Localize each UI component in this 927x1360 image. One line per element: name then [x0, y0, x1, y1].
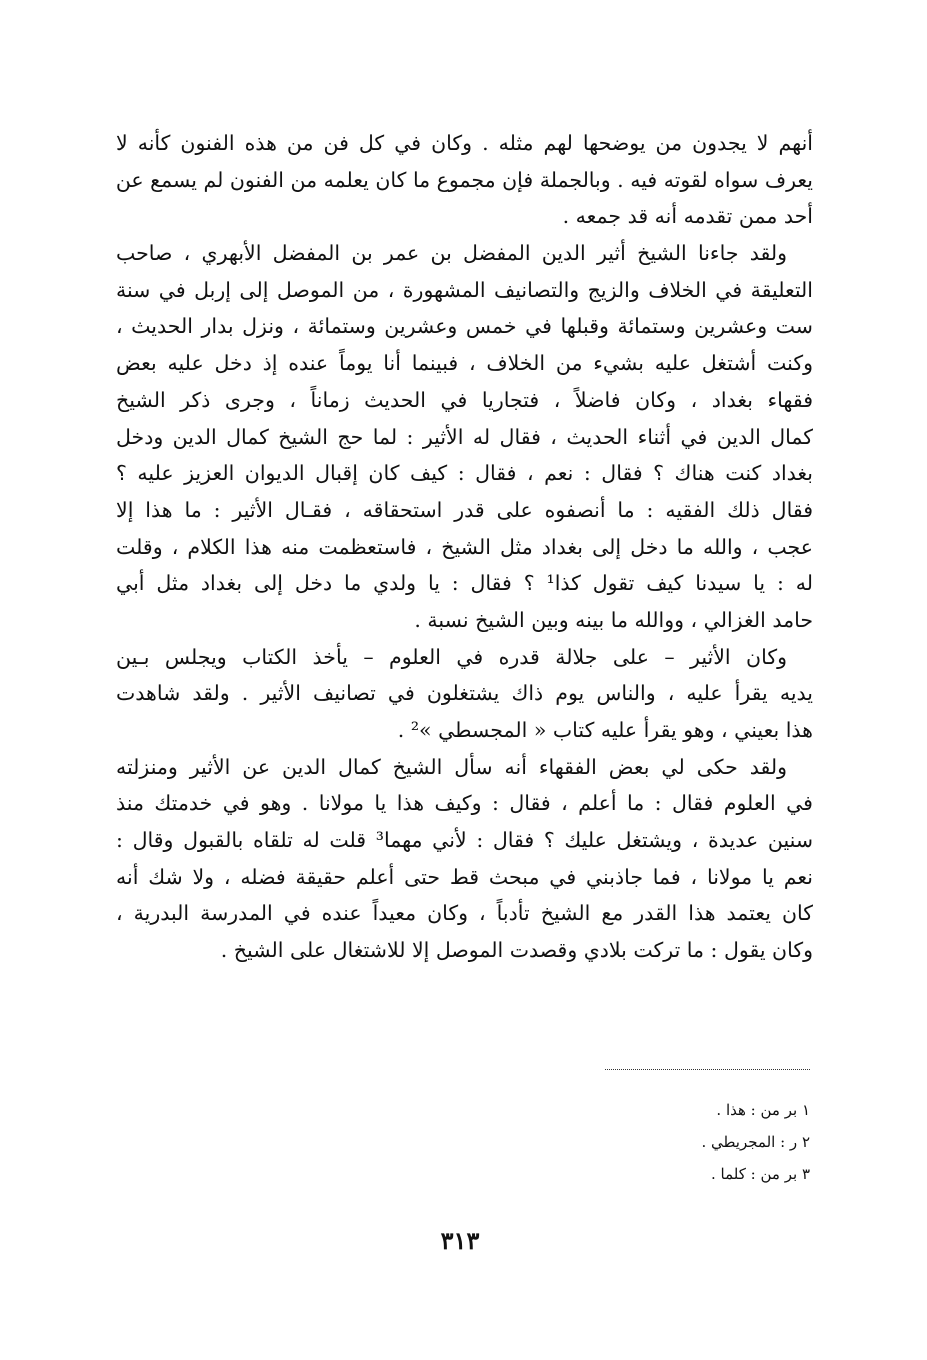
footnote-1: ١ بر من : هذا .	[716, 1101, 810, 1119]
text-line: بغداد كنت هناك ؟ فقال : نعم ، فقال : كيف كان إقبال الديوان العزيز عليه ؟	[116, 461, 813, 486]
page-number: ٣١٣	[440, 1226, 480, 1255]
text-line: التعليقة في الخلاف والزيج والتصانيف المشهورة ، من الموصل إلى إربل في سنة	[116, 277, 813, 302]
footnotes	[560, 1094, 810, 1190]
paragraph-end-line: أحد ممن تقدمه أنه قد جمعه .	[562, 204, 813, 229]
text-line: كان يعتمد هذا القدر مع الشيخ تأدباً ، وكان معيداً عنده في المدرسة البدرية ،	[116, 901, 813, 926]
text-line: يديه يقرأ عليه ، والناس يوم ذاك يشتغلون في تصانيف الأثير . ولقد شاهدت	[116, 681, 813, 706]
footnote-divider	[605, 1069, 810, 1070]
text-line: وكنت أشتغل عليه بشيء من الخلاف ، فبينما أنا يوماً عنده إذ دخل عليه بعض	[116, 351, 813, 376]
text-line: عجب ، والله ما دخل إلى بغداد مثل الشيخ ، فاستعظمت منه هذا الكلام ، وقلت	[116, 534, 813, 559]
text-line: في العلوم فقال : ما أعلم ، فقال : وكيف هذا يا مولانا . وهو في خدمتك منذ	[116, 791, 813, 816]
footnote-2: ٢ ر : المجريطي .	[701, 1133, 810, 1151]
text-line: أنهم لا يجدون من يوضحها لهم مثله . وكان في كل فن من هذه الفنون كأنه لا	[116, 131, 813, 155]
text-line: فقهاء بغداد ، وكان فاضلاً ، فتجاريا في الحديث زماناً ، وجرى ذكر الشيخ	[116, 387, 813, 412]
text-line: نعم يا مولانا ، فما جاذبني في مبحث قط حتى أعلم حقيقة فضله ، ولا شك أنه	[116, 864, 813, 889]
text-line: كمال الدين في أثناء الحديث ، فقال له الأثير : لما حج الشيخ كمال الدين ودخل	[116, 424, 813, 449]
paragraph-end-line: حامد الغزالي ، ووالله ما بينه وبين الشيخ نسبة .	[414, 607, 813, 632]
paragraph-start-line: ولقد جاءنا الشيخ أثير الدين المفضل بن عمر بن المفضل الأبهري ، صاحب	[116, 241, 787, 266]
paragraph-start-line: ولقد حكى لي بعض الفقهاء أنه سأل الشيخ كمال الدين عن الأثير ومنزلته	[116, 754, 787, 779]
text-line: سنين عديدة ، ويشتغل عليك ؟ فقال : لأني مهما³ قلت له تلقاه بالقبول وقال :	[116, 828, 813, 853]
text-line: له : يا سيدنا كيف تقول كذا¹ ؟ فقال : يا ولدي ما دخل إلى بغداد مثل أبي	[116, 571, 813, 596]
footnote-3: ٣ بر من : كلما .	[711, 1165, 810, 1183]
paragraph-end-line: وكان يقول : ما تركت بلادي وقصدت الموصل إلا للاشتغال على الشيخ .	[220, 938, 813, 963]
text-line: يعرف سواه لقوته فيه . وبالجملة فإن مجموع ما كان يعلمه من الفنون لم يسمع عن	[116, 167, 813, 192]
paragraph-end-line: هذا بعيني ، وهو يقرأ عليه كتاب « المجسطي »² .	[397, 718, 813, 742]
text-line: ست وعشرين وستمائة وقبلها في خمس وعشرين وستمائة ، ونزل بدار الحديث ،	[116, 314, 813, 339]
paragraph-start-line: وكان الأثير – على جلالة قدره في العلوم – يأخذ الكتاب ويجلس بـين	[116, 644, 787, 669]
text-line: فقال ذلك الفقيه : ما أنصفوه على قدر استحقاقه ، فقـال الأثير : ما هذا إلا	[116, 497, 813, 522]
main-text-block	[116, 125, 813, 969]
